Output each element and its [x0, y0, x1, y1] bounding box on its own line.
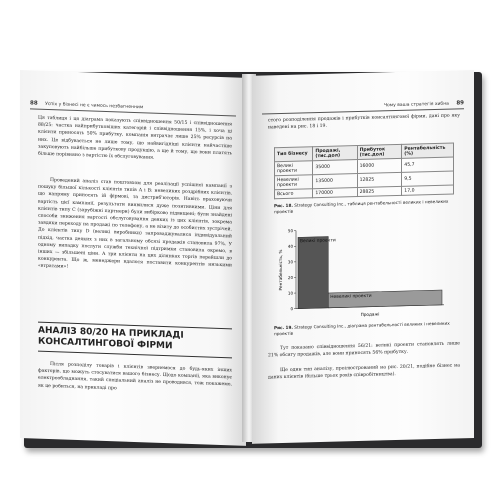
table-cell: 170000: [313, 188, 357, 198]
open-book: [20, 70, 482, 442]
table-cell: 28825: [357, 186, 402, 196]
table-cell: 135000: [313, 174, 357, 189]
table-header: Продажі, (тис.дол): [313, 146, 357, 161]
right-intro: стого розподілення продажів і прибутків консалтингової фірми, дані про яку наведені на рис. 18 і 19.: [268, 113, 460, 131]
right-running-head-text: Чому ваша стратегія хибна: [383, 101, 449, 109]
x-axis-title: Продажі: [360, 311, 380, 317]
bar-label: Великі проекти: [300, 238, 336, 245]
table-cell: 45,7: [402, 157, 454, 172]
right-paragraph-1: Тут показано співвідношення 56/21: великі проекти становлять лише 21% обсягу продажів, але вони приносять 56% прибутку.: [268, 341, 460, 359]
bar-label: Невеликі проекти: [330, 293, 372, 300]
table-caption-label: Рис. 18.: [274, 202, 293, 209]
profitability-table: [274, 143, 454, 200]
table-header: Прибуток (тис.дол): [357, 144, 402, 159]
chart-caption-text: Strategy Consulting Inc., діаграма рентабельності великих і невеликих проектів: [274, 320, 450, 336]
chart-caption: [274, 320, 458, 336]
table-header: Рентабельність (%): [402, 143, 454, 158]
right-page: [252, 70, 474, 444]
y-tick-label: 0: [290, 306, 293, 312]
chart-caption-label: Рис. 19.: [274, 324, 293, 331]
table-cell: 9,5: [402, 171, 454, 186]
left-page-number: 88: [30, 100, 38, 107]
table-cell: 35000: [313, 160, 357, 175]
left-running-head: [30, 100, 236, 116]
y-tick-label: 20: [287, 274, 293, 281]
y-tick-label: 10: [287, 290, 293, 296]
table-cell: 16000: [357, 158, 402, 173]
table-caption: [274, 198, 458, 214]
profitability-chart: [274, 221, 454, 322]
y-tick-label: 30: [287, 259, 293, 265]
left-running-head-text: Успіх у бізнесі не є чимось незбагненним: [45, 101, 144, 111]
table-cell: 12825: [357, 172, 402, 187]
chart-svg: [274, 221, 454, 322]
y-tick-label: 50: [287, 228, 293, 234]
table-cell: 17,0: [402, 185, 454, 195]
table-header: Тип бізнесу: [275, 147, 313, 162]
table-caption-text: Strategy Consulting Inc., таблиця рентабельності великих і невеликих проектів: [274, 198, 449, 214]
left-page: [20, 70, 246, 446]
y-axis-title: Рентабельність, %: [278, 249, 283, 291]
table-cell: Великі проекти: [275, 161, 313, 176]
table-cell: Невеликі проекти: [275, 175, 313, 190]
y-tick-label: 40: [287, 243, 293, 249]
chart-bar: [298, 237, 328, 309]
left-paragraph-2: Проведений аналіз став поштовхом для реалізації успішної кампанії з пошуку більшої кількості клієнтів типів А і В: невеликих роздрібних клієнтів, що напряму приносять ій фірмові, та дистриб'юторів. Навіть враховуючи вартість цієї кампанії, результати виявилися дуже позитивними. Ціни для клієнтів типу С (зарубіжні партнери) були вибірково підвищені; були знайдені способи зниження вартості обслуговування деяких із цих клієнтів, зокрема завдяки переходу на продажі по телефону, а не візиту до особистих зустрічей. До клієнтів типу D (великі виробники) запроваджувалися індивідуальний підхід, частка деяких з них в загальному обсязі продажів становила 97%. У одному випадку послуги служби технічної підтримки становила окремо, в інших — збільшені ціни. А три клієнти на цих ділянках торгів перейшли до конкурента. Що ж, менеджери вдалося поставити конкурентів низькими «втратами»!: [38, 178, 232, 271]
right-paragraph-2: Ще один тип аналізу, проілюстрований на рис. 20/21, подібне бізнес на даних клієнтів (більше трьох років співробітництва).: [268, 363, 460, 381]
left-paragraph-1: Ця таблиця і ця діаграма показують співвідношення 50/15 і співвідношення 88/25: частка найприбутковіших категорій і співвідношення 15%, і хоча ці клієнти приносять 50% прибутку, компанія витрачає лише 25% ресурсів на них. Це відбувається не лише тому, що найвигідніші клієнти найчастіше закуповують найбільше прибуткову продукцію, а ще й тому, що вони платять більше порівняно з вартістю їх обслуговування.: [38, 115, 232, 161]
left-paragraph-3: Після розподілу товарів і клієнтів звернемося до будь-яких інших факторів, що можуть стосуватися вашого бізнесу. Щодо компанії, яка виконує електрообладнання, такий спеціальний аналіз не проводився, тож покажемо, як це робиться, на прикладі про: [38, 362, 232, 391]
table-cell: Всього: [275, 189, 313, 199]
right-page-number: 89: [456, 100, 464, 107]
section-title: АНАЛІЗ 80/20 НА ПРИКЛАДІ КОНСАЛТИНГОВОЇ ФІРМИ: [38, 322, 232, 359]
